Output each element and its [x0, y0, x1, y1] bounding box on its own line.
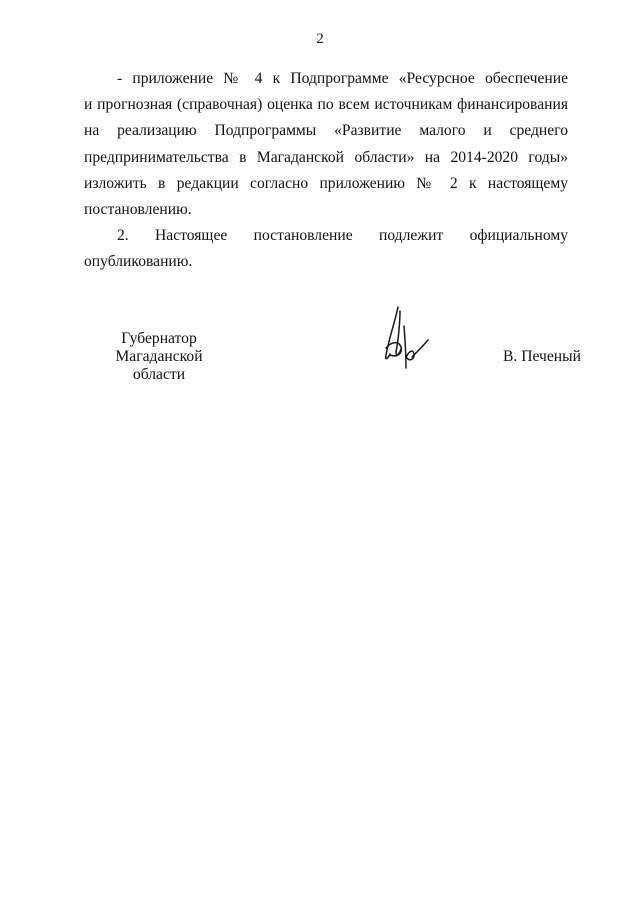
signatory-name: В. Печеный [503, 348, 581, 365]
handwritten-signature-icon [376, 302, 430, 372]
paragraph-line: и прогнозная (справочная) оценка по всем источникам финансирования [84, 96, 568, 114]
signatory-position [88, 330, 230, 384]
paragraph-line: на реализацию Подпрограммы «Развитие малого и среднего [84, 122, 568, 140]
paragraph-line: изложить в редакции согласно приложению № 2 к настоящему [84, 174, 568, 192]
paragraph-publication [84, 223, 568, 275]
paragraph-line: 2. Настоящее постановление подлежит официальному [117, 227, 568, 244]
paragraph-line: предпринимательства в Магаданской области» на 2014-2020 годы» [84, 148, 568, 166]
page-number: 2 [316, 31, 324, 47]
paragraph-line: - приложение № 4 к Подпрограмме «Ресурсное обеспечение [117, 70, 568, 87]
paragraph-line: постановлению. [84, 201, 192, 219]
signatory-position-line: Губернатор [121, 330, 197, 347]
signatory-position-line: Магаданской области [115, 348, 203, 383]
paragraph-line: опубликованию. [84, 253, 193, 271]
paragraph-appendix-4 [84, 66, 568, 223]
